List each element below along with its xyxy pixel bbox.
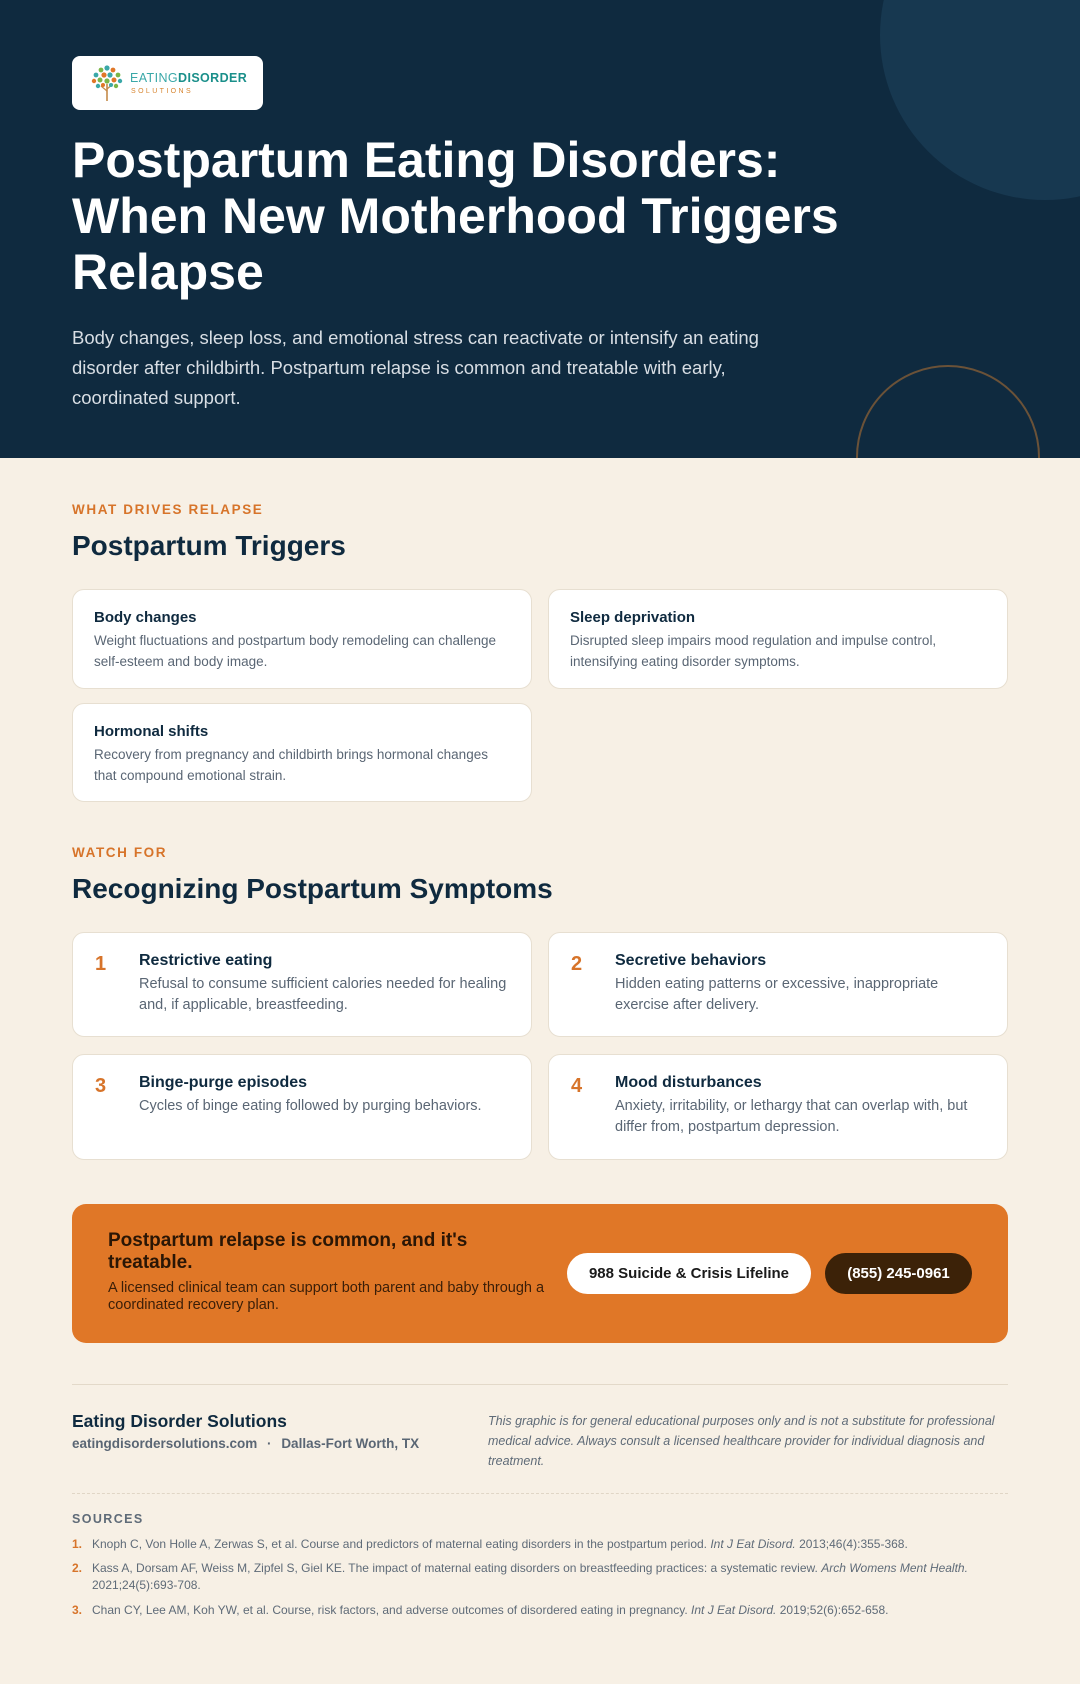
source-item: [72, 1602, 1008, 1619]
symptom-card-secretive-behaviors: [548, 932, 1008, 1037]
trigger-card-body-changes: [72, 589, 532, 689]
crisis-lifeline-button[interactable]: 988 Suicide & Crisis Lifeline: [567, 1253, 811, 1294]
website-link[interactable]: eatingdisordersolutions.com: [72, 1436, 258, 1451]
page-title: Postpartum Eating Disorders: When New Motherhood Triggers Relapse: [72, 132, 839, 300]
symptoms-eyebrow: WATCH FOR: [72, 845, 168, 860]
symptoms-title: Recognizing Postpartum Symptoms: [72, 873, 553, 904]
decorative-ring: [856, 365, 1040, 458]
symptom-title: Binge-purge episodes: [139, 1074, 308, 1091]
source-citation: Kass A, Dorsam AF, Weiss M, Zipfel S, Giel KE. The impact of maternal eating disorders on breastfeeding practices: a systematic review.: [92, 1561, 818, 1575]
page-intro: Body changes, sleep loss, and emotional stress can reactivate or intensify an eating disorder after childbirth. Postpartum relapse is common and treatable with early, coordinated support.: [72, 327, 759, 408]
source-citation: Chan CY, Lee AM, Koh YW, et al. Course, risk factors, and adverse outcomes of disordered eating in pregnancy.: [92, 1603, 688, 1617]
hero-banner: [0, 0, 1080, 458]
trigger-title: Body changes: [94, 609, 197, 626]
organization-name: Eating Disorder Solutions: [72, 1411, 287, 1431]
separator: ·: [267, 1436, 272, 1451]
disclaimer: This graphic is for general educational purposes only and is not a substitute for professional medical advice. Always consult a licensed healthcare provider for individual diagnosis and treatment.: [488, 1414, 995, 1468]
trigger-card-hormonal-shifts: [72, 703, 532, 802]
sources-title: SOURCES: [72, 1512, 144, 1526]
symptom-description: Refusal to consume sufficient calories needed for healing and, if applicable, breastfeeding.: [139, 976, 507, 1013]
symptom-title: Restrictive eating: [139, 952, 273, 969]
contact-line: [72, 1436, 419, 1451]
call-phone-button[interactable]: (855) 245-0961: [825, 1253, 972, 1294]
decorative-circle: [880, 0, 1080, 200]
symptom-card-binge-purge: [72, 1054, 532, 1160]
symptom-number: 3: [95, 1075, 107, 1097]
symptom-title: Secretive behaviors: [615, 952, 767, 969]
symptom-number: 1: [95, 953, 107, 975]
tree-logo-icon: [90, 64, 124, 102]
symptom-card-mood-disturbances: [548, 1054, 1008, 1160]
cta-banner: [72, 1204, 1008, 1343]
source-journal: Int J Eat Disord.: [691, 1603, 777, 1617]
symptom-description: Hidden eating patterns or excessive, inappropriate exercise after delivery.: [615, 976, 939, 1013]
source-reference: 2013;46(4):355-368.: [799, 1537, 908, 1551]
symptom-card-restrictive-eating: [72, 932, 532, 1037]
source-number: 2.: [72, 1561, 83, 1575]
trigger-card-sleep-deprivation: [548, 589, 1008, 689]
logo-wordmark: EATINGDISORDER: [130, 71, 248, 85]
trigger-description: Recovery from pregnancy and childbirth brings hormonal changes that compound emotional strain.: [94, 747, 488, 783]
symptom-number: 4: [571, 1075, 583, 1097]
source-item: [72, 1560, 1008, 1594]
symptom-description: Cycles of binge eating followed by purging behaviors.: [139, 1098, 482, 1114]
trigger-description: Disrupted sleep impairs mood regulation and impulse control, intensifying eating disorder symptoms.: [570, 633, 937, 669]
source-reference: 2019;52(6):652-658.: [779, 1603, 889, 1617]
trigger-title: Sleep deprivation: [570, 609, 696, 626]
source-reference: 2021;24(5):693-708.: [92, 1578, 201, 1592]
symptom-title: Mood disturbances: [615, 1074, 762, 1091]
sources-divider: [72, 1493, 1008, 1494]
cta-heading: Postpartum relapse is common, and it's treatable.: [108, 1230, 468, 1273]
source-journal: Int J Eat Disord.: [710, 1537, 796, 1551]
triggers-title: Postpartum Triggers: [72, 530, 346, 561]
source-number: 1.: [72, 1537, 83, 1551]
trigger-title: Hormonal shifts: [94, 723, 209, 740]
trigger-description: Weight fluctuations and postpartum body remodeling can challenge self-esteem and body image.: [94, 633, 497, 669]
footer-divider: [72, 1384, 1008, 1385]
cta-text: A licensed clinical team can support both parent and baby through a coordinated recovery plan.: [108, 1280, 545, 1313]
symptom-description: Anxiety, irritability, or lethargy that can overlap with, but differ from, postpartum depression.: [615, 1098, 968, 1135]
symptom-number: 2: [571, 953, 583, 975]
source-journal: Arch Womens Ment Health.: [821, 1561, 968, 1575]
location: Dallas-Fort Worth, TX: [281, 1436, 420, 1451]
logo[interactable]: [72, 56, 263, 110]
source-item: [72, 1536, 1008, 1553]
triggers-eyebrow: WHAT DRIVES RELAPSE: [72, 502, 264, 517]
source-number: 3.: [72, 1603, 83, 1617]
logo-tagline: SOLUTIONS: [131, 88, 194, 95]
source-citation: Knoph C, Von Holle A, Zerwas S, et al. Course and predictors of maternal eating disorders in the postpartum period.: [92, 1537, 707, 1551]
